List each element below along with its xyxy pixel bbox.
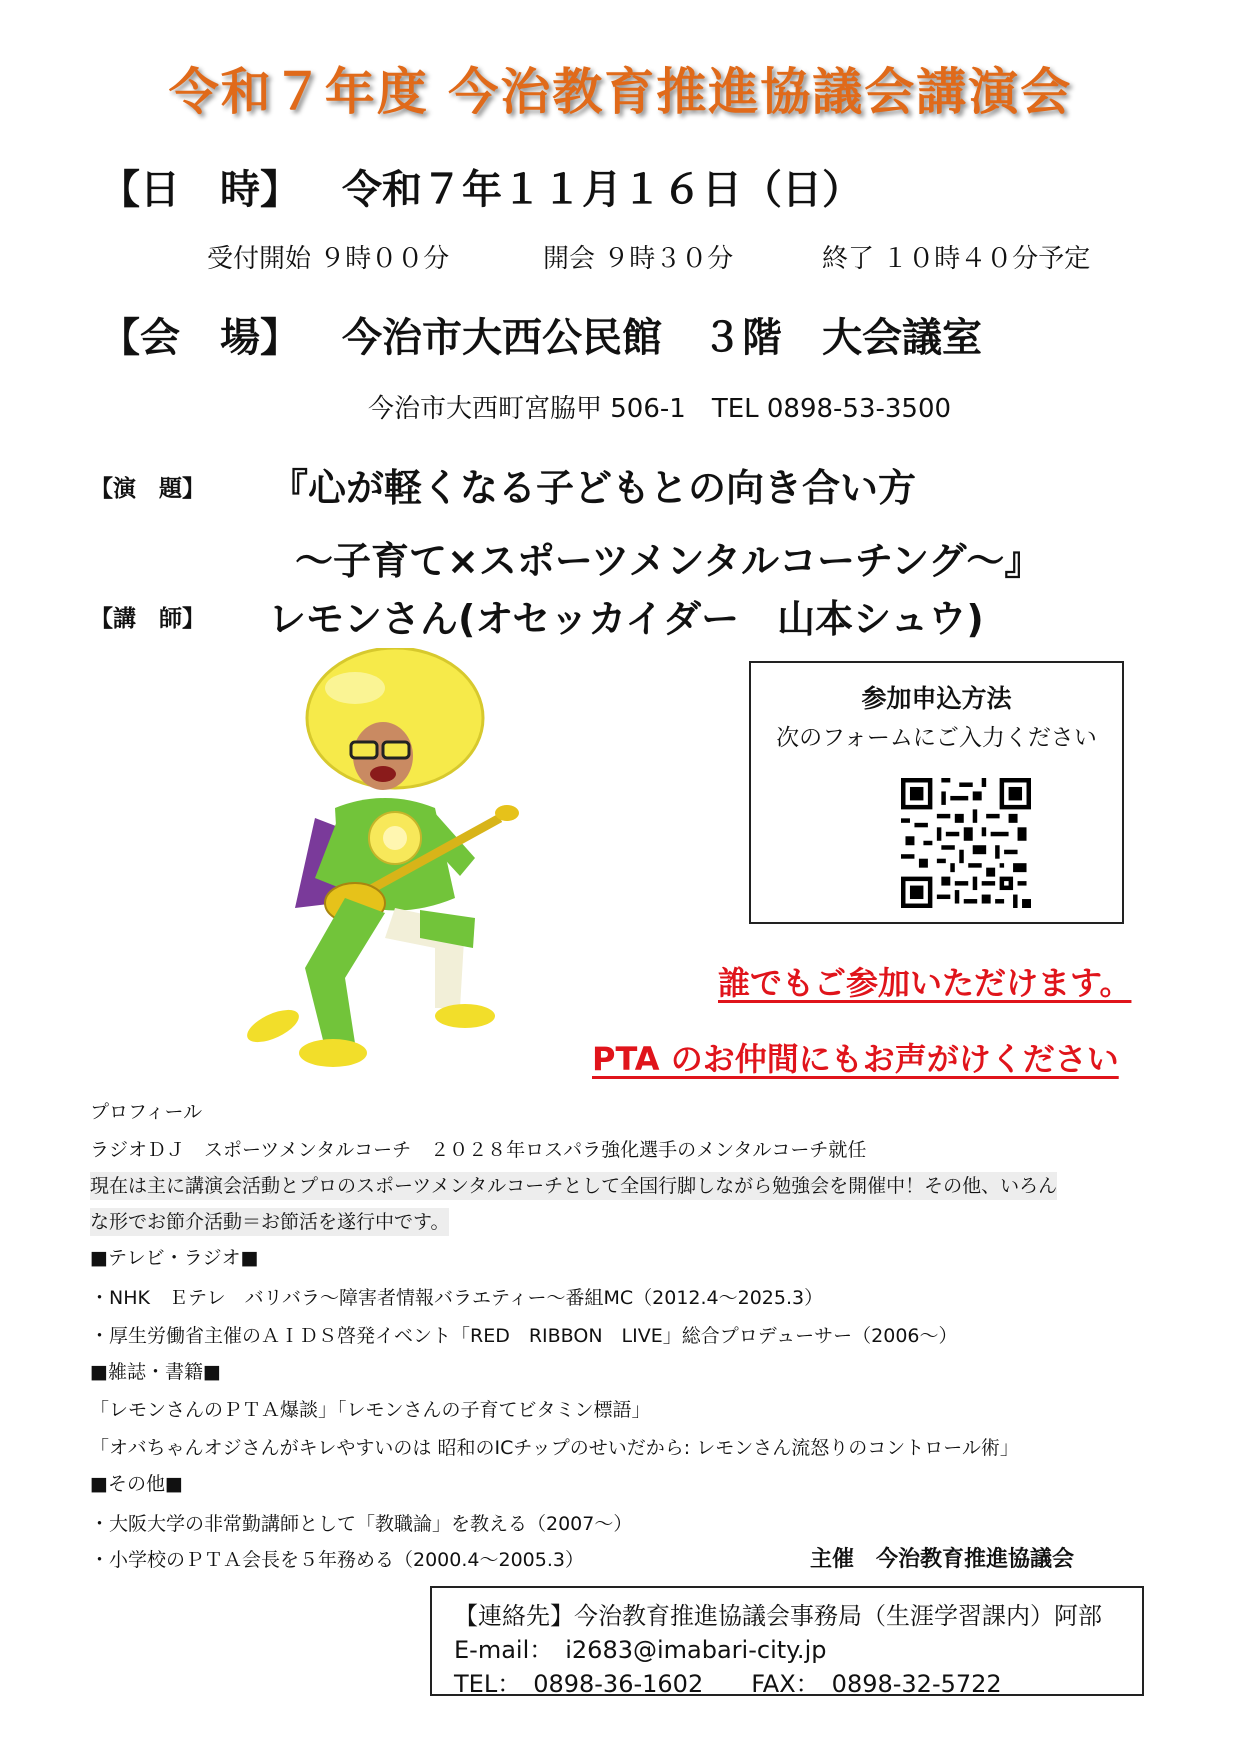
profile-heading: プロフィール xyxy=(90,1101,203,1123)
apply-box xyxy=(749,661,1124,924)
theme-line2: ～子育て×スポーツメンタルコーチング～』 xyxy=(295,539,1043,583)
theme-line1: 『心が軽くなる子どもとの向き合い方 xyxy=(270,466,917,510)
book-item-1: 「レモンさんのＰＴＡ爆談」「レモンさんの子育てビタミン標語」 xyxy=(90,1399,651,1421)
page-title: 令和７年度 今治教育推進協議会講演会 xyxy=(168,63,1073,121)
contact-line: 【連絡先】今治教育推進協議会事務局（生涯学習課内）阿部 xyxy=(454,1602,1102,1630)
profile-line1: ラジオＤＪ スポーツメンタルコーチ ２０２８年ロスパラ強化選手のメンタルコーチ就任 xyxy=(90,1139,867,1161)
contact-email[interactable]: E-mail： i2683@imabari-city.jp xyxy=(454,1636,827,1664)
tv-radio-heading: ■テレビ・ラジオ■ xyxy=(90,1247,259,1269)
opening-time: 開会 ９時３０分 xyxy=(543,244,734,274)
notice-pta: PTA のお仲間にもお声がけください xyxy=(592,1040,1119,1078)
event-date: 令和７年１１月１６日（日） xyxy=(342,167,862,213)
other-item-1: ・大阪大学の非常勤講師として「教職論」を教える（2007～） xyxy=(90,1513,633,1535)
profile-line3: な形でお節介活動＝お節活を遂行中です。 xyxy=(90,1208,449,1236)
lecturer-label: 【講 師】 xyxy=(90,606,205,632)
closing-time: 終了 １０時４０分予定 xyxy=(822,244,1091,274)
venue-address: 今治市大西町宮脇甲 506-1 TEL 0898-53-3500 xyxy=(368,394,952,424)
tv-item-1: ・NHK Ｅテレ バリバラ～障害者情報バラエティー～番組MC（2012.4～2025.3） xyxy=(90,1287,824,1309)
qr-code-icon[interactable] xyxy=(901,778,1031,908)
contact-box xyxy=(430,1586,1144,1696)
notice-anyone: 誰でもご参加いただけます。 xyxy=(718,964,1132,1002)
profile-line2: 現在は主に講演会活動とプロのスポーツメンタルコーチとして全国行脚しながら勉強会を開催中！その他、いろん xyxy=(90,1172,1057,1200)
other-item-2: ・小学校のＰＴＡ会長を５年務める（2000.4～2005.3） xyxy=(90,1549,584,1571)
reception-time: 受付開始 ９時００分 xyxy=(207,244,450,274)
apply-subtitle: 次のフォームにご入力ください xyxy=(776,725,1097,751)
theme-label: 【演 題】 xyxy=(90,476,205,502)
book-item-2: 「オバちゃんオジさんがキレやすいのは 昭和のICチップのせいだから: レモンさん流怒りのコントロール術」 xyxy=(90,1437,1019,1459)
datetime-label: 【日 時】 xyxy=(100,167,300,213)
books-heading: ■雑誌・書籍■ xyxy=(90,1361,221,1383)
venue-name: 今治市大西公民館 ３階 大会議室 xyxy=(342,315,982,361)
apply-title: 参加申込方法 xyxy=(861,684,1012,713)
venue-label: 【会 場】 xyxy=(100,315,300,361)
contact-phone: TEL： 0898-36-1602 FAX： 0898-32-5722 xyxy=(454,1670,1002,1698)
lecturer-photo xyxy=(245,648,575,1068)
other-heading: ■その他■ xyxy=(90,1473,183,1495)
organizer: 主催 今治教育推進協議会 xyxy=(810,1547,1075,1572)
lecturer-name: レモンさん(オセッカイダー 山本シュウ) xyxy=(268,597,984,641)
tv-item-2: ・厚生労働省主催のＡＩＤＳ啓発イベント「RED RIBBON LIVE」総合プロデューサー（2006～） xyxy=(90,1325,958,1347)
